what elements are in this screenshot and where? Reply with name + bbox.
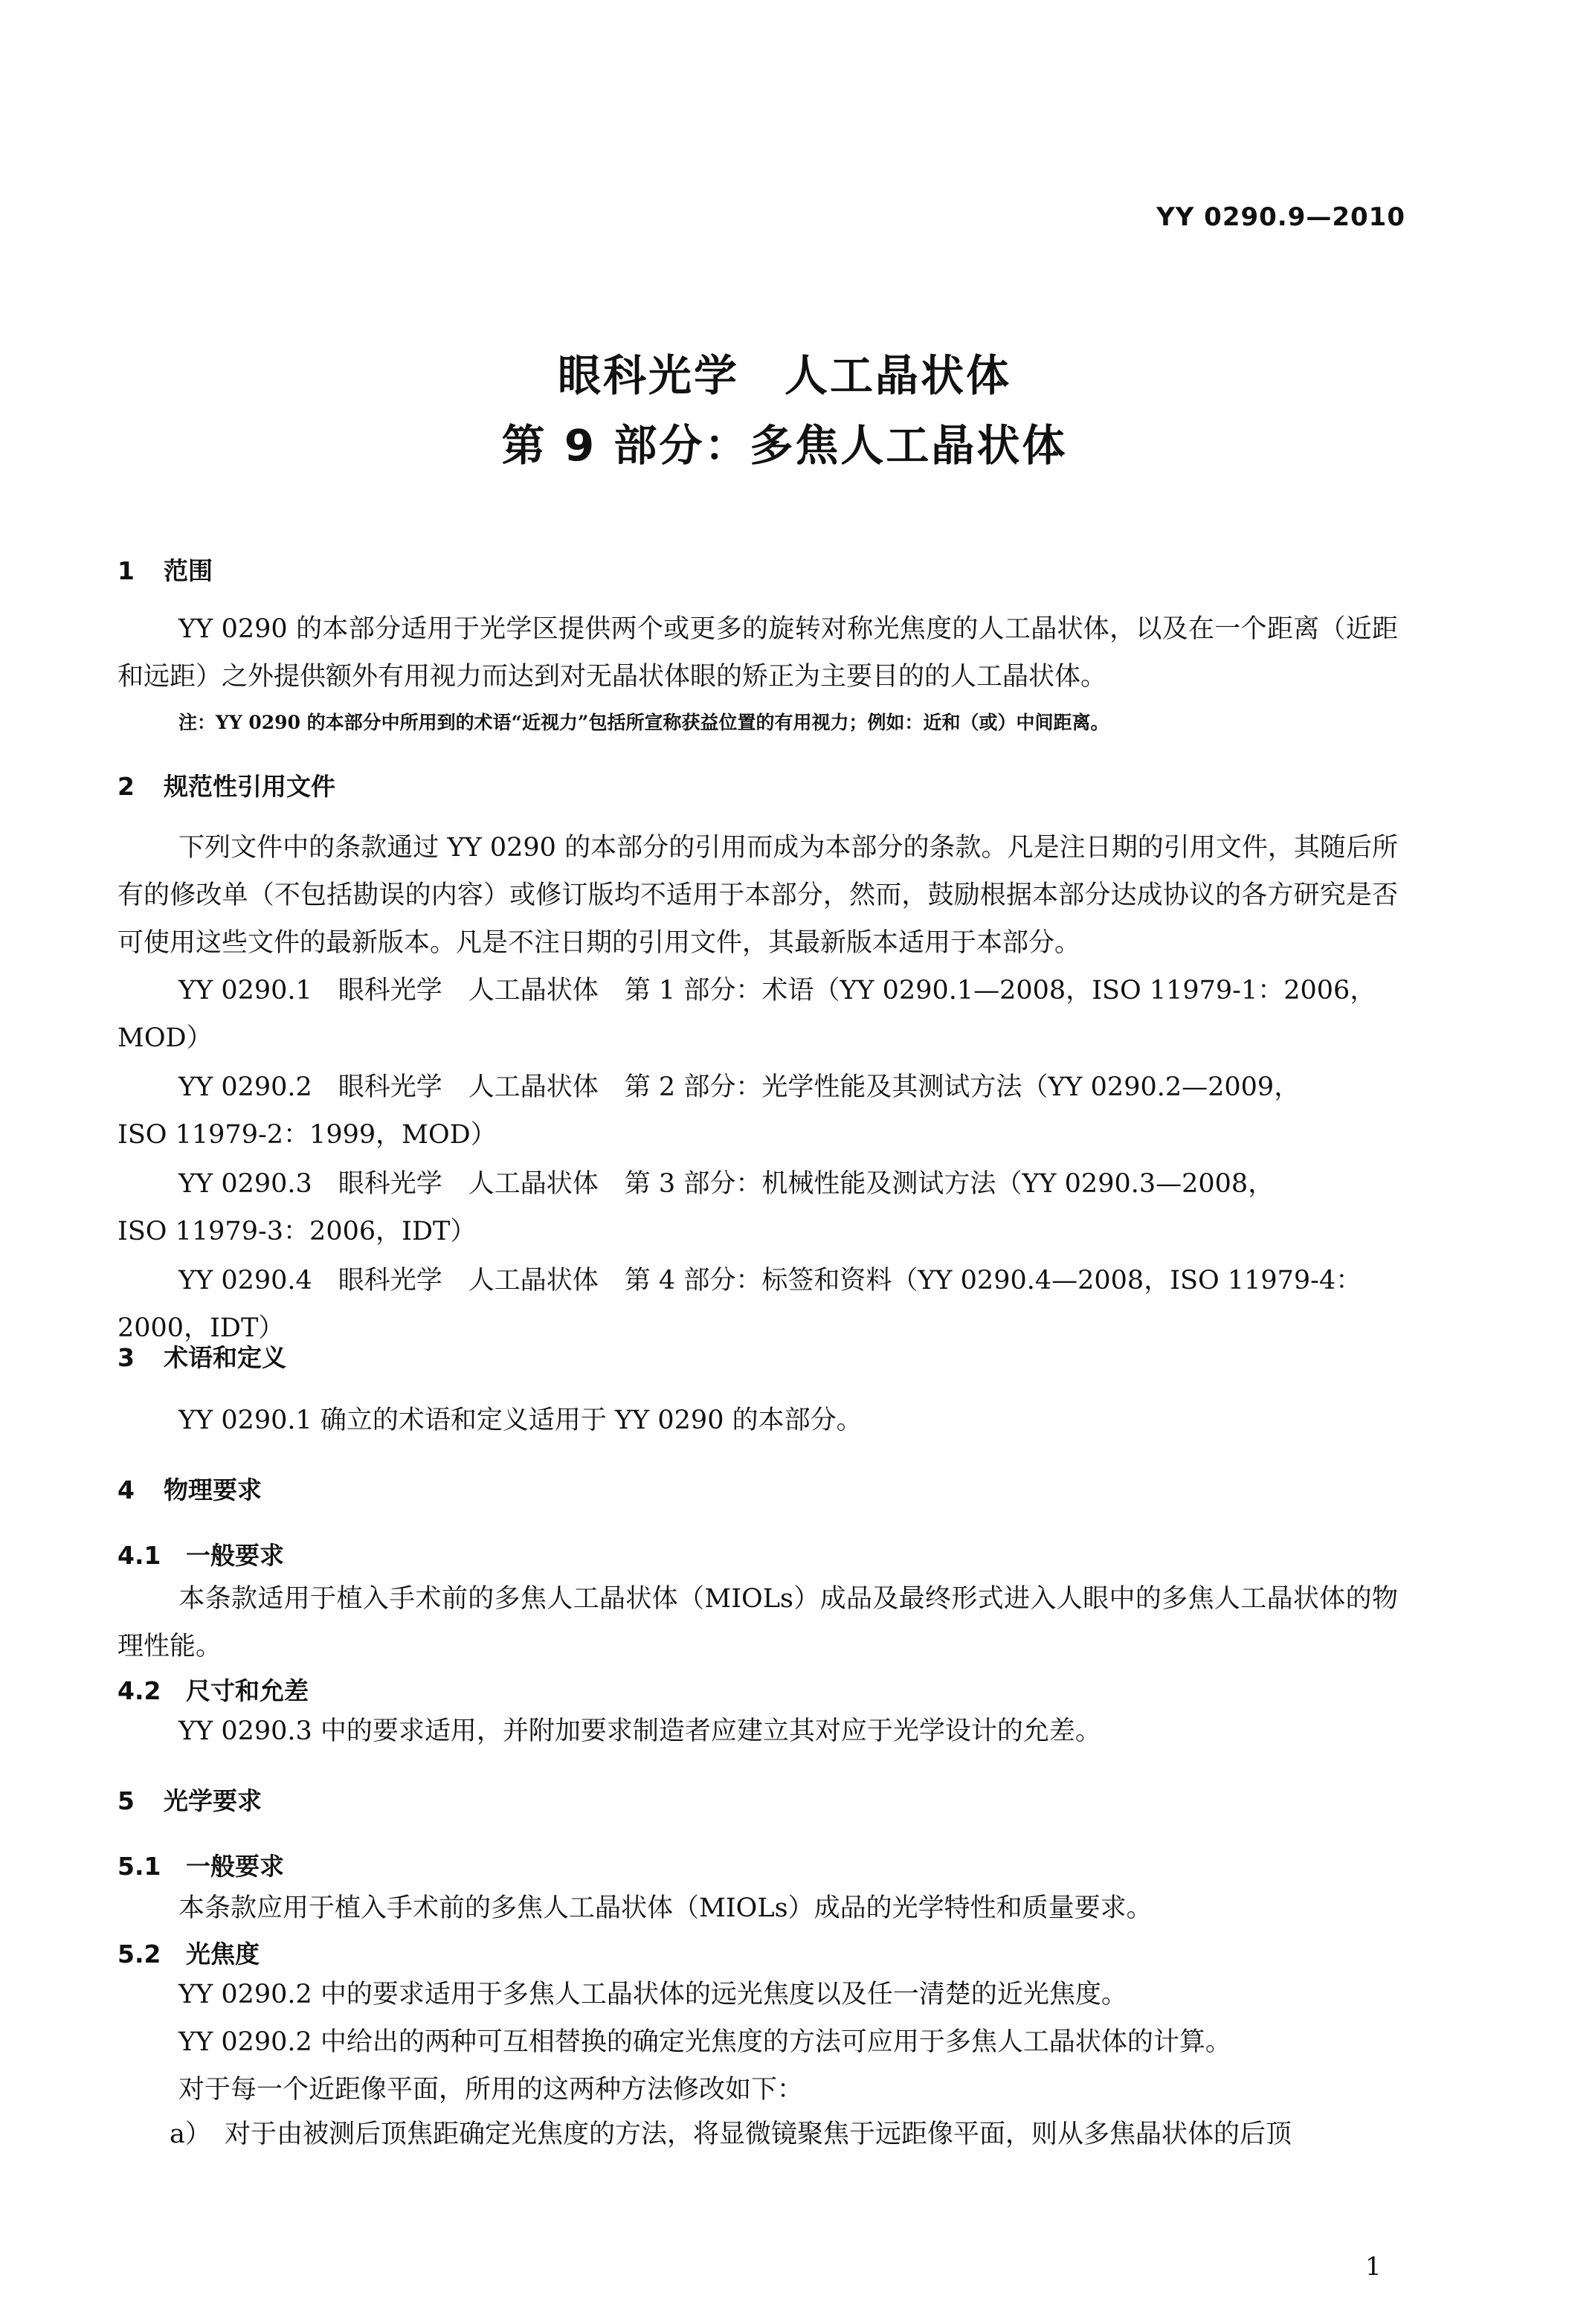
section-title: 光焦度: [186, 1940, 260, 1969]
section-title: 术语和定义: [164, 1343, 286, 1372]
section-3-heading: [117, 1339, 286, 1374]
section-4-1-heading: [117, 1536, 284, 1571]
page-number: 1: [1365, 2252, 1382, 2282]
section-4-1-paragraph: 本条款适用于植入手术前的多焦人工晶状体（MIOLs）成品及最终形式进入人眼中的多焦人工晶状体的物理性能。: [117, 1584, 1398, 1661]
section-5-1-paragraph: 本条款应用于植入手术前的多焦人工晶状体（MIOLs）成品的光学特性和质量要求。: [178, 1893, 1153, 1923]
section-number: 1: [117, 556, 135, 585]
section-number: 3: [117, 1343, 135, 1372]
document-title-line1: 眼科光学 人工晶状体: [557, 350, 1011, 401]
section-title: 尺寸和允差: [186, 1676, 309, 1705]
section-1-paragraph: YY 0290 的本部分适用于光学区提供两个或更多的旋转对称光焦度的人工晶状体，以及在一个距离（近距和远距）之外提供额外有用视力而达到对无晶状体眼的矫正为主要目的的人工晶状体。: [117, 614, 1398, 692]
document-title-line2: 第 9 部分：多焦人工晶状体: [501, 420, 1068, 471]
section-5-heading: [117, 1782, 262, 1817]
section-4-heading: [117, 1471, 262, 1506]
section-title: 范围: [164, 556, 213, 585]
section-2-heading: [117, 767, 335, 802]
section-title: 光学要求: [164, 1786, 262, 1815]
section-number: 2: [117, 772, 135, 801]
section-5-2-paragraph-1: YY 0290.2 中的要求适用于多焦人工晶状体的远光焦度以及任一清楚的近光焦度。: [178, 1980, 1127, 2009]
section-number: 5: [117, 1786, 135, 1815]
section-5-2-paragraph-2: YY 0290.2 中给出的两种可互相替换的确定光焦度的方法可应用于多焦人工晶状体的计算。: [178, 2027, 1231, 2057]
section-title: 规范性引用文件: [164, 772, 335, 801]
section-5-1-heading: [117, 1847, 284, 1882]
reference-item: YY 0290.1 眼科光学 人工晶状体 第 1 部分：术语（YY 0290.1—2008，ISO 11979-1：2006， MOD）: [117, 976, 1376, 1053]
section-number: 5.1: [117, 1852, 161, 1881]
section-1-heading: [117, 552, 213, 587]
section-number: 4.1: [117, 1541, 161, 1570]
section-4-2-heading: [117, 1672, 309, 1707]
reference-item: YY 0290.2 眼科光学 人工晶状体 第 2 部分：光学性能及其测试方法（YY 0290.2—2009， ISO 11979-2：1999，MOD）: [117, 1072, 1301, 1150]
section-5-2-heading: [117, 1935, 260, 1970]
section-number: 5.2: [117, 1940, 161, 1969]
section-number: 4.2: [117, 1676, 161, 1705]
section-title: 一般要求: [186, 1541, 284, 1570]
list-item-label: a）: [170, 2119, 211, 2149]
section-2-paragraph: 下列文件中的条款通过 YY 0290 的本部分的引用而成为本部分的条款。凡是注日期的引用文件，其随后所有的修改单（不包括勘误的内容）或修订版均不适用于本部分，然而，鼓励根据本部分达成协议的各方研究是否可使用这些文件的最新版本。凡是不注日期的引用文件，其最新版本适用于本部分。: [117, 833, 1398, 958]
section-1-note: 注：YY 0290 的本部分中所用到的术语“近视力”包括所宣称获益位置的有用视力；例如：近和（或）中间距离。: [178, 712, 1109, 733]
list-item-text: 对于由被测后顶焦距确定光焦度的方法，将显微镜聚焦于远距像平面，则从多焦晶状体的后顶: [225, 2119, 1292, 2149]
section-5-2-paragraph-3: 对于每一个近距像平面，所用的这两种方法修改如下：: [178, 2075, 804, 2105]
reference-item: YY 0290.3 眼科光学 人工晶状体 第 3 部分：机械性能及测试方法（YY 0290.3—2008， ISO 11979-3：2006，IDT）: [117, 1169, 1275, 1246]
standard-code: YY 0290.9—2010: [1156, 202, 1405, 232]
section-number: 4: [117, 1475, 135, 1504]
section-title: 一般要求: [186, 1852, 284, 1881]
reference-item: YY 0290.4 眼科光学 人工晶状体 第 4 部分：标签和资料（YY 0290.4—2008，ISO 11979-4： 2000，IDT）: [117, 1266, 1362, 1343]
section-4-2-paragraph: YY 0290.3 中的要求适用，并附加要求制造者应建立其对应于光学设计的允差。: [178, 1716, 1101, 1746]
section-title: 物理要求: [164, 1475, 262, 1504]
section-3-paragraph: YY 0290.1 确立的术语和定义适用于 YY 0290 的本部分。: [178, 1406, 863, 1435]
